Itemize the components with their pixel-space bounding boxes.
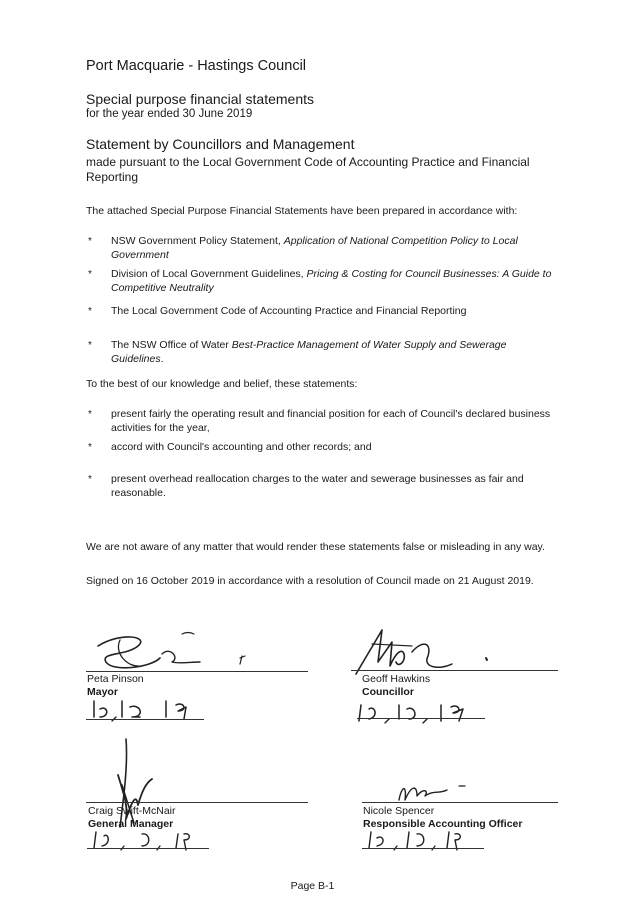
signatory-role: Responsible Accounting Officer: [363, 818, 523, 830]
date-line: [86, 719, 204, 720]
belief-item: present fairly the operating result and financial position for each of Council's declared business activities for the year,: [111, 408, 551, 434]
bullet-marker: *: [88, 236, 92, 247]
handwritten-date: [355, 699, 485, 725]
belief-item: accord with Council's accounting and other records; and: [111, 441, 372, 453]
bullet-marker: *: [88, 306, 92, 317]
signed-on-statement: Signed on 16 October 2019 in accordance with a resolution of Council made on 21 August 2019.: [86, 575, 534, 587]
mayor-signature: [90, 628, 260, 676]
signature-line: [86, 671, 308, 672]
signatory-role: General Manager: [88, 818, 174, 830]
signature-line: [86, 802, 308, 803]
statement-subtitle: made pursuant to the Local Government Code of Accounting Practice and Financial Reporting: [86, 155, 530, 184]
date-line: [362, 848, 484, 849]
intro-paragraph: The attached Special Purpose Financial Statements have been prepared in accordance with:: [86, 205, 518, 217]
accordance-item: NSW Government Policy Statement, Application of National Competition Policy to Local Government: [111, 235, 518, 261]
accordance-item: The NSW Office of Water Best-Practice Management of Water Supply and Sewerage Guidelines.: [111, 339, 507, 365]
signatory-role: Mayor: [87, 686, 118, 698]
councillor-signature: [352, 622, 502, 680]
date-line: [357, 718, 485, 719]
reporting-period: for the year ended 30 June 2019: [86, 108, 253, 120]
document-title: Special purpose financial statements: [86, 91, 315, 107]
signatory-name: Peta Pinson: [87, 673, 144, 685]
date-line: [87, 848, 209, 849]
signatory-role: Councillor: [362, 686, 414, 698]
signatory-name: Geoff Hawkins: [362, 673, 431, 685]
signature-line: [362, 802, 558, 803]
statement-title: Statement by Councillors and Management: [86, 136, 355, 152]
accordance-item: The Local Government Code of Accounting Practice and Financial Reporting: [111, 305, 467, 317]
bullet-marker: *: [88, 409, 92, 420]
belief-intro: To the best of our knowledge and belief, these statements:: [86, 378, 358, 390]
belief-item: present overhead reallocation charges to the water and sewerage businesses as fair and reasonable.: [111, 473, 524, 499]
signatory-name: Craig Swift-McNair: [88, 805, 176, 817]
signature-line: [351, 670, 558, 671]
bullet-marker: *: [88, 269, 92, 280]
page-number: Page B-1: [290, 880, 335, 892]
not-aware-statement: We are not aware of any matter that would render these statements false or misleading in any way.: [86, 541, 545, 553]
organisation-name: Port Macquarie - Hastings Council: [86, 58, 307, 74]
accordance-item: Division of Local Government Guidelines, Pricing & Costing for Council Businesses: A Guide to Competitive Neutrality: [111, 268, 552, 294]
bullet-marker: *: [88, 340, 92, 351]
signatory-name: Nicole Spencer: [363, 805, 435, 817]
bullet-marker: *: [88, 442, 92, 453]
bullet-marker: *: [88, 474, 92, 485]
